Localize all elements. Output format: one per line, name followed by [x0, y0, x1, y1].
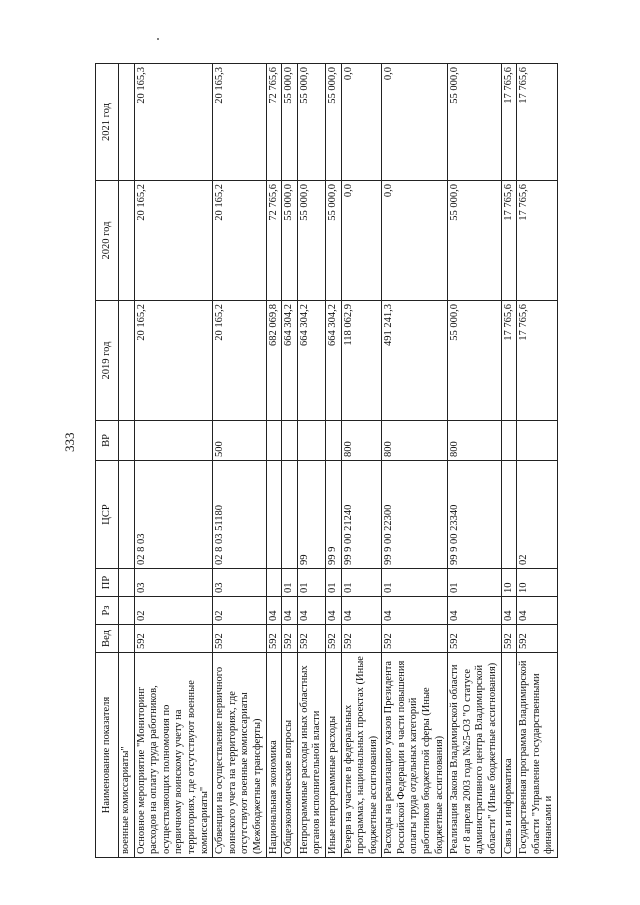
cell-2020: 0,0: [382, 181, 448, 301]
cell-name: Реализация Закона Владимирской области от 8 апреля 2003 года №25-ОЗ "О статусе административного центра Владимирской области" (Иные бюджетные ассигнования): [448, 653, 501, 858]
cell-ved: 592: [325, 625, 341, 653]
cell-csr: [266, 461, 282, 569]
table-row: [134, 64, 213, 858]
header-rz: Рз: [96, 597, 119, 625]
cell-pr: 01: [325, 569, 341, 597]
table-row: [266, 64, 282, 858]
cell-2019: 664 304,2: [297, 301, 325, 421]
cell-2019: 55 000,0: [448, 301, 501, 421]
cell-rz: 04: [382, 597, 448, 625]
cell-vr: [501, 421, 517, 461]
cell-2021: [119, 64, 135, 181]
header-name: Наименование показателя: [96, 653, 119, 858]
cell-csr: [501, 461, 517, 569]
cell-csr: [282, 461, 298, 569]
cell-vr: [325, 421, 341, 461]
cell-2020: 17 765,6: [517, 181, 558, 301]
table-row: [341, 64, 382, 858]
cell-2020: 55 000,0: [282, 181, 298, 301]
cell-pr: 01: [382, 569, 448, 597]
cell-name: военные комиссариаты": [119, 653, 135, 858]
cell-csr: 02 8 03 51180: [213, 461, 266, 569]
cell-ved: 592: [448, 625, 501, 653]
header-pr: ПР: [96, 569, 119, 597]
cell-rz: 04: [282, 597, 298, 625]
table-row: [213, 64, 266, 858]
cell-2021: 72 765,6: [266, 64, 282, 181]
cell-csr: 99 9: [325, 461, 341, 569]
cell-ved: 592: [517, 625, 558, 653]
cell-vr: [282, 421, 298, 461]
cell-vr: 500: [213, 421, 266, 461]
cell-vr: [119, 421, 135, 461]
table-row: [501, 64, 517, 858]
cell-rz: 04: [325, 597, 341, 625]
cell-2020: 20 165,2: [213, 181, 266, 301]
cell-vr: [266, 421, 282, 461]
cell-pr: [266, 569, 282, 597]
cell-2019: 20 165,2: [213, 301, 266, 421]
header-vr: ВР: [96, 421, 119, 461]
cell-ved: 592: [282, 625, 298, 653]
cell-2021: 55 000,0: [297, 64, 325, 181]
cell-2021: 0,0: [341, 64, 382, 181]
cell-ved: 592: [341, 625, 382, 653]
cell-2019: [119, 301, 135, 421]
cell-name: Основное мероприятие "Мониторинг расходов на оплату труда работников, осуществляющих полномочия по первичному воинскому учету на территориях, где отсутствуют военные комиссариаты": [134, 653, 213, 858]
cell-name: Расходы на реализацию указов Президента Российской Федерации в части повышения оплаты труда отдельных категорий работников бюджетной сферы (Иные бюджетные ассигнования): [382, 653, 448, 858]
cell-2020: 55 000,0: [448, 181, 501, 301]
cell-vr: [517, 421, 558, 461]
cell-name: Резерв на участие в федеральных программах, национальных проектах (Иные бюджетные ассигнования): [341, 653, 382, 858]
cell-2019: 17 765,6: [517, 301, 558, 421]
cell-vr: 800: [341, 421, 382, 461]
cell-vr: 800: [448, 421, 501, 461]
cell-vr: 800: [382, 421, 448, 461]
cell-ved: 592: [213, 625, 266, 653]
cell-2021: 55 000,0: [448, 64, 501, 181]
scan-speck: [157, 38, 159, 40]
cell-2019: 664 304,2: [325, 301, 341, 421]
cell-2019: 17 765,6: [501, 301, 517, 421]
cell-ved: 592: [134, 625, 213, 653]
header-2021: 2021 год: [96, 64, 119, 181]
cell-ved: 592: [382, 625, 448, 653]
header-2019: 2019 год: [96, 301, 119, 421]
cell-2021: 20 165,3: [134, 64, 213, 181]
cell-2020: 72 765,6: [266, 181, 282, 301]
cell-pr: 01: [341, 569, 382, 597]
cell-2021: 17 765,6: [517, 64, 558, 181]
header-csr: ЦСР: [96, 461, 119, 569]
cell-2019: 664 304,2: [282, 301, 298, 421]
cell-name: Государственная программа Владимирской области "Управление государственными финансами и: [517, 653, 558, 858]
cell-2020: [119, 181, 135, 301]
cell-csr: 99: [297, 461, 325, 569]
cell-2021: 0,0: [382, 64, 448, 181]
cell-2020: 20 165,2: [134, 181, 213, 301]
table-header-row: [96, 64, 119, 858]
table-row: [282, 64, 298, 858]
cell-pr: 10: [517, 569, 558, 597]
header-ved: Вед: [96, 625, 119, 653]
cell-ved: [119, 625, 135, 653]
cell-2021: 20 165,3: [213, 64, 266, 181]
cell-csr: 02 8 03: [134, 461, 213, 569]
cell-name: Связь и информатика: [501, 653, 517, 858]
cell-pr: 03: [213, 569, 266, 597]
table-row: [448, 64, 501, 858]
cell-name: Общеэкономические вопросы: [282, 653, 298, 858]
cell-pr: 10: [501, 569, 517, 597]
cell-name: Непрограммные расходы иных областных органов исполнительной власти: [297, 653, 325, 858]
cell-2021: 55 000,0: [325, 64, 341, 181]
cell-2021: 55 000,0: [282, 64, 298, 181]
cell-rz: 04: [341, 597, 382, 625]
cell-pr: 01: [448, 569, 501, 597]
cell-ved: 592: [297, 625, 325, 653]
table-row: [325, 64, 341, 858]
cell-name: Иные непрограммные расходы: [325, 653, 341, 858]
cell-rz: 04: [297, 597, 325, 625]
cell-csr: 99 9 00 23340: [448, 461, 501, 569]
cell-2020: 55 000,0: [297, 181, 325, 301]
cell-rz: 04: [517, 597, 558, 625]
cell-2019: 682 069,8: [266, 301, 282, 421]
cell-vr: [134, 421, 213, 461]
cell-2019: 118 062,9: [341, 301, 382, 421]
cell-rz: 04: [266, 597, 282, 625]
cell-2020: 17 765,6: [501, 181, 517, 301]
table-row: [119, 64, 135, 858]
cell-rz: [119, 597, 135, 625]
cell-rz: 02: [213, 597, 266, 625]
cell-pr: [119, 569, 135, 597]
cell-csr: 99 9 00 22300: [382, 461, 448, 569]
cell-name: Субвенции на осуществление первичного воинского учета на территориях, где отсутствуют военные комиссариаты (Межбюджетные трансферты): [213, 653, 266, 858]
cell-2019: 491 241,3: [382, 301, 448, 421]
budget-table: [95, 63, 558, 858]
cell-pr: 01: [282, 569, 298, 597]
cell-ved: 592: [501, 625, 517, 653]
cell-2020: 55 000,0: [325, 181, 341, 301]
table-row: [382, 64, 448, 858]
cell-csr: [119, 461, 135, 569]
table-row: [297, 64, 325, 858]
cell-csr: 99 9 00 21240: [341, 461, 382, 569]
cell-csr: 02: [517, 461, 558, 569]
table-row: [517, 64, 558, 858]
cell-rz: 04: [501, 597, 517, 625]
cell-2021: 17 765,6: [501, 64, 517, 181]
page-number: 333: [62, 432, 77, 452]
header-2020: 2020 год: [96, 181, 119, 301]
cell-rz: 04: [448, 597, 501, 625]
cell-name: Национальная экономика: [266, 653, 282, 858]
cell-2019: 20 165,2: [134, 301, 213, 421]
cell-pr: 03: [134, 569, 213, 597]
cell-pr: 01: [297, 569, 325, 597]
cell-vr: [297, 421, 325, 461]
cell-rz: 02: [134, 597, 213, 625]
cell-2020: 0,0: [341, 181, 382, 301]
budget-table-container: [95, 64, 558, 858]
cell-ved: 592: [266, 625, 282, 653]
